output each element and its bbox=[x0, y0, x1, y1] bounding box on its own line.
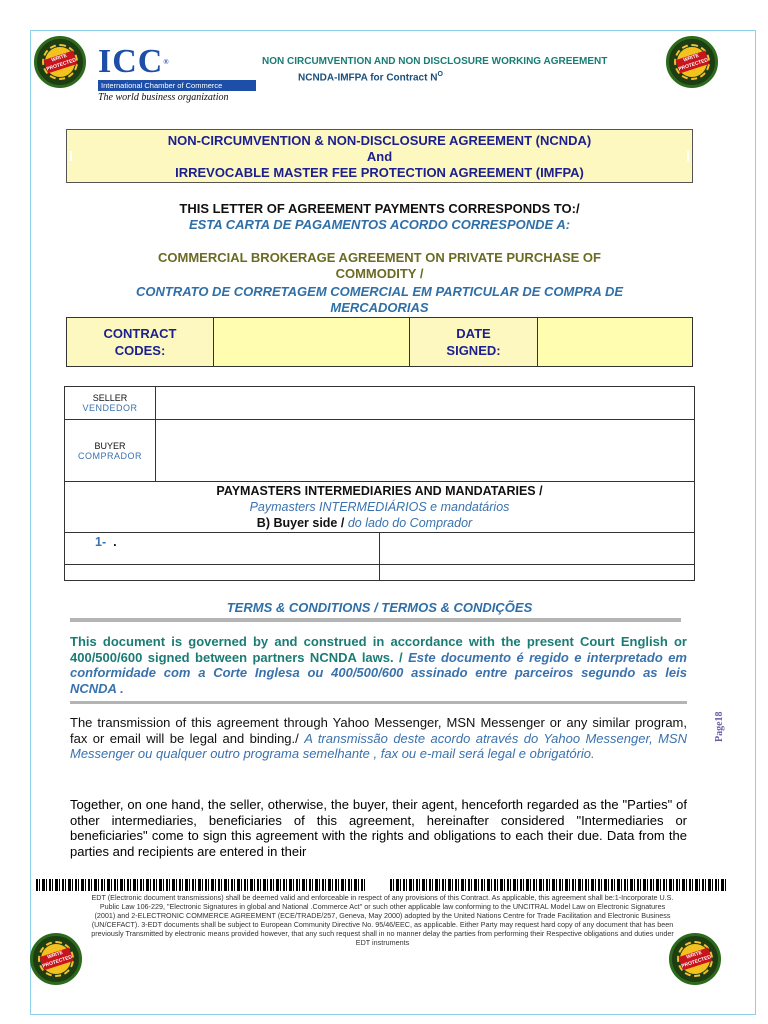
parties-table bbox=[64, 386, 695, 581]
letter-heading-pt: ESTA CARTA DE PAGAMENTOS ACORDO CORRESPONDE A: bbox=[188, 217, 571, 232]
paymasters-heading: PAYMASTERS INTERMEDIARIES AND MANDATARIES / bbox=[216, 484, 543, 498]
governing-law-paragraph: This document is governed by and construed in accordance with the present Court English or 400/500/600 signed between partners NCNDA laws. / Este documento é regido e interpretado em conformidade com a Corte Inglesa ou 400/500/600 assinado entre parceiros segundo as leis NCNDA . bbox=[70, 634, 687, 696]
brokerage-heading-pt: CONTRATO DE CORRETAGEM COMERCIAL EM PARTICULAR DE COMPRA DE MERCADORIAS bbox=[135, 284, 624, 315]
paymasters-header-cell bbox=[65, 482, 695, 533]
paymasters-heading-pt: Paymasters INTERMEDIÁRIOS e mandatários bbox=[249, 500, 510, 514]
logo-mark: ICC® bbox=[98, 43, 170, 80]
brokerage-heading-en: COMMERCIAL BROKERAGE AGREEMENT ON PRIVATE PURCHASE OF COMMODITY / bbox=[158, 250, 601, 281]
title-line-1: NON-CIRCUMVENTION & NON-DISCLOSURE AGREEMENT (NCNDA) bbox=[167, 133, 592, 148]
barcode-right bbox=[390, 879, 726, 891]
terms-heading: TERMS & CONDITIONS / TERMOS & CONDIÇÕES bbox=[226, 600, 533, 615]
barcode-left bbox=[36, 879, 366, 891]
page-number: Page18 bbox=[714, 711, 725, 742]
write-protected-seal-icon: WRITE PROTECTED bbox=[30, 933, 82, 985]
logo-tagline: The world business organization bbox=[98, 92, 229, 103]
terms-rule bbox=[70, 618, 681, 622]
transmission-paragraph: The transmission of this agreement through Yahoo Messenger, MSN Messenger or any similar program, fax or email will be legal and binding./ A transmissão deste acordo através do Yahoo Messenger, MSN Messenger ou qualquer outro programa semelhante , fax ou e-mail será legal e obrigatório. bbox=[70, 715, 687, 761]
intermediary-row-2-field[interactable] bbox=[380, 565, 695, 581]
contract-codes-box bbox=[66, 317, 693, 367]
buyer-label-pt: COMPRADOR bbox=[77, 450, 142, 461]
agreement-title-box bbox=[66, 129, 693, 183]
paragraph-rule bbox=[70, 701, 687, 704]
write-protected-seal-icon: WRITE PROTECTED bbox=[34, 36, 86, 88]
parties-paragraph: Together, on one hand, the seller, otherwise, the buyer, their agent, henceforth regarded as the "Parties" of other intermediaries, beneficiaries of this agreement, hereinafter considered "Intermediaries or beneficiaries" come to sign this agreement with the rights and obligations to each their due. Data from the parties and recipients are entered in their bbox=[70, 797, 687, 859]
buyer-field[interactable] bbox=[156, 420, 695, 482]
title-line-3: IRREVOCABLE MASTER FEE PROTECTION AGREEMENT (IMFPA) bbox=[175, 165, 584, 180]
intermediary-row-1[interactable]: 1- . bbox=[65, 533, 380, 565]
logo-org-name: International Chamber of Commerce bbox=[98, 80, 256, 91]
date-signed-field[interactable] bbox=[538, 318, 692, 366]
buyer-label: BUYER bbox=[94, 440, 126, 451]
intermediary-row-1-field[interactable] bbox=[380, 533, 695, 565]
write-protected-seal-icon: WRITE PROTECTED bbox=[669, 933, 721, 985]
seller-label: SELLER bbox=[92, 393, 128, 403]
edt-footer-notice: EDT (Electronic document transmissions) shall be deemed valid and enforceable in respect of any provisions of this Contract. As applicable, this agreement shall be:1-Incorporate U.S. Public Law 106-229, "Electronic Signatures in global and National .Commerce Act" or such other applicable law conforming to the UNCITRAL Model Law on Electronic Signatures (2001) and 2-ELECTRONIC COMMERCE AGREEMENT (ECE/TRADE/257, Geneva, May 2000) adopted by the United Nations Centre for Trade Facilitation and Electronic Business (UN/CEFACT). 3-EDT documents shall be subject to European Community Directive No. 95/46/EEC, as applicable. Either Party may request hard copy of any document that has been previously Transmitted by electronic means provided however, that any such request shall in no manner delay the parties from performing their Respective obligations and duties under EDT instruments bbox=[91, 893, 674, 947]
intermediary-row-2[interactable] bbox=[65, 565, 380, 581]
seller-field[interactable] bbox=[156, 387, 695, 420]
icc-logo bbox=[98, 43, 268, 103]
seller-label-cell bbox=[65, 387, 156, 420]
document-header-subtitle: NCNDA-IMFPA for Contract $N^O$ bbox=[298, 71, 443, 84]
buyer-side-heading: B) Buyer side / do lado do Comprador bbox=[256, 516, 473, 530]
letter-heading-en: THIS LETTER OF AGREEMENT PAYMENTS CORRESPONDS TO:/ bbox=[179, 201, 580, 216]
document-header-title: NON CIRCUMVENTION AND NON DISCLOSURE WORKING AGREEMENT bbox=[262, 56, 608, 67]
contract-codes-field[interactable] bbox=[214, 318, 410, 366]
contract-codes-label: CONTRACT CODES: bbox=[67, 318, 214, 366]
date-signed-label: DATE SIGNED: bbox=[410, 318, 538, 366]
write-protected-seal-icon: WRITE PROTECTED bbox=[666, 36, 718, 88]
title-line-2: And bbox=[366, 149, 393, 164]
buyer-label-cell bbox=[65, 420, 156, 482]
seller-label-pt: VENDEDOR bbox=[82, 403, 138, 413]
